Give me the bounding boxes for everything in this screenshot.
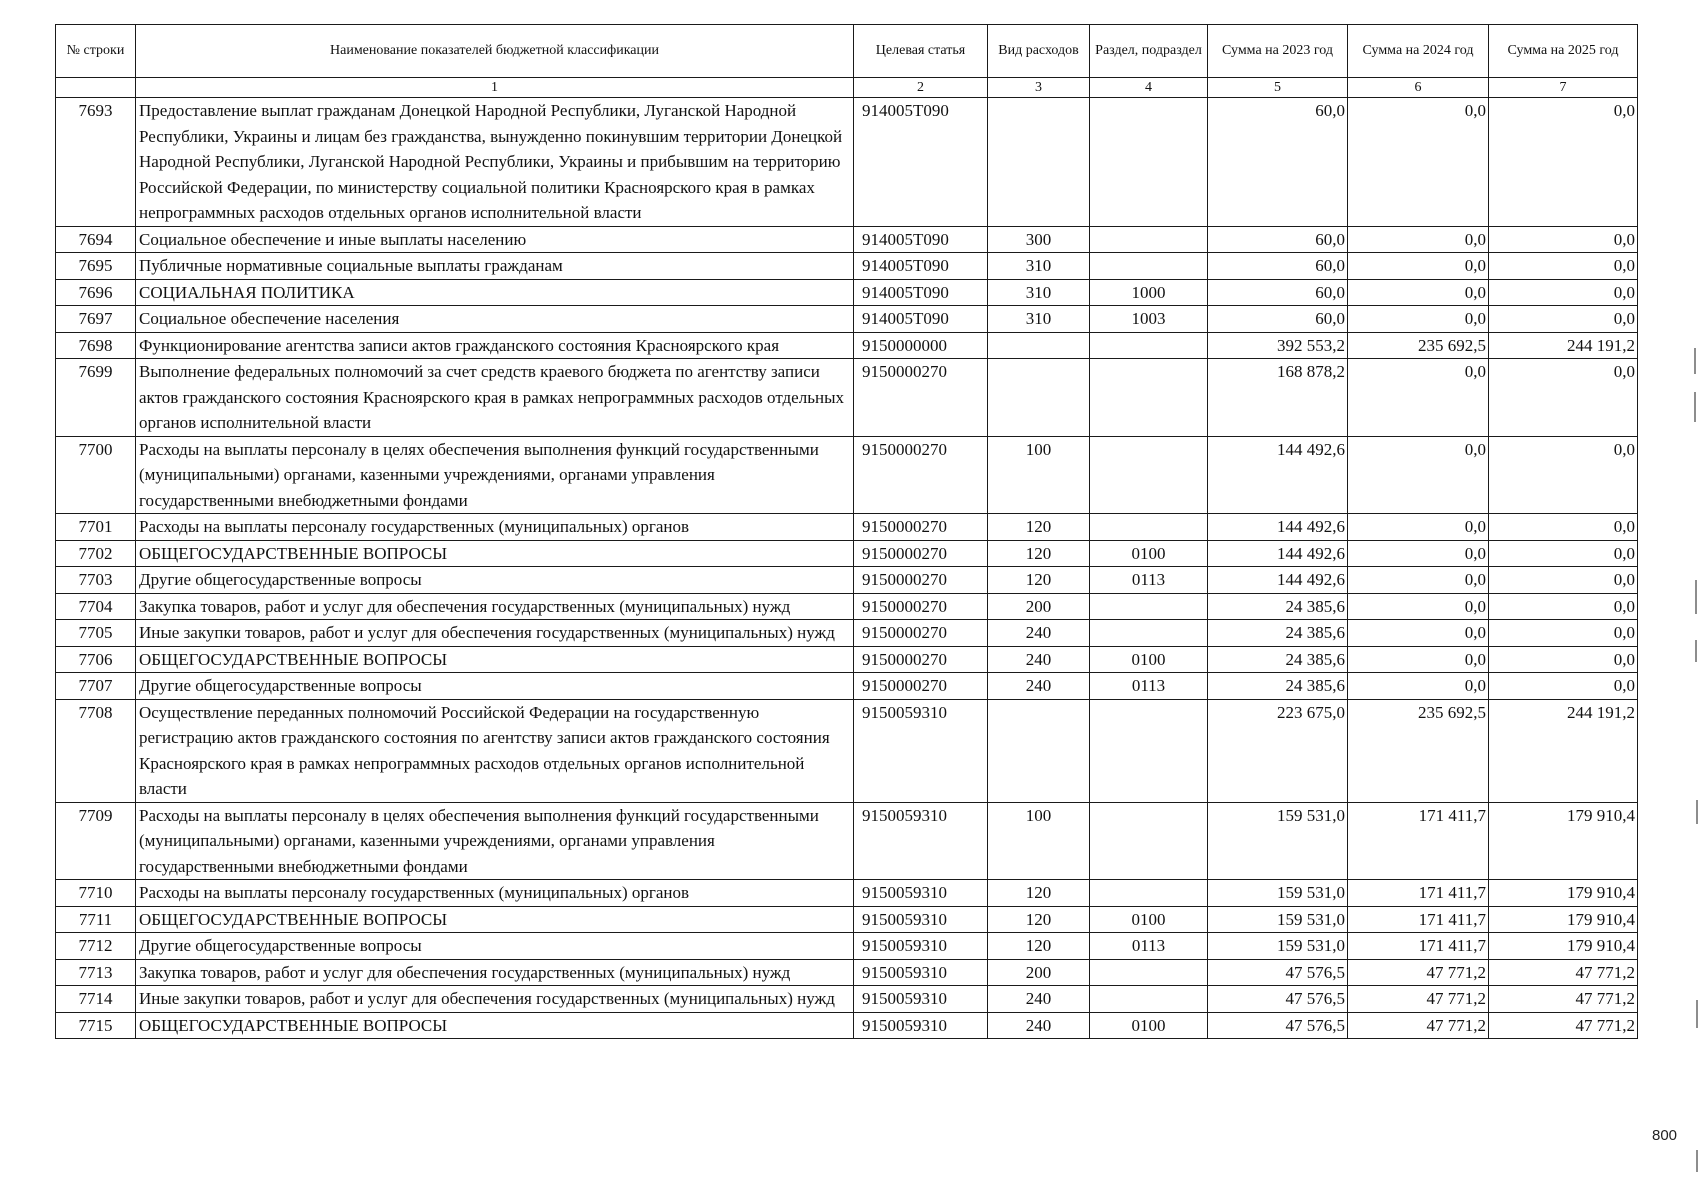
expense-kind-cell xyxy=(988,359,1090,437)
sum-2023-cell: 144 492,6 xyxy=(1208,514,1348,541)
sum-2025-cell: 179 910,4 xyxy=(1489,933,1638,960)
section-cell xyxy=(1090,593,1208,620)
indicator-name-cell: Закупка товаров, работ и услуг для обеспечения государственных (муниципальных) нужд xyxy=(136,959,854,986)
indicator-name-cell: Расходы на выплаты персоналу государственных (муниципальных) органов xyxy=(136,880,854,907)
sum-2025-cell: 0,0 xyxy=(1489,646,1638,673)
section-cell xyxy=(1090,699,1208,802)
indicator-name-cell: Расходы на выплаты персоналу государственных (муниципальных) органов xyxy=(136,514,854,541)
row-number-cell: 7701 xyxy=(56,514,136,541)
sum-2025-cell: 0,0 xyxy=(1489,98,1638,227)
sum-2024-cell: 0,0 xyxy=(1348,253,1489,280)
row-number-cell: 7696 xyxy=(56,279,136,306)
sum-2023-cell: 159 531,0 xyxy=(1208,880,1348,907)
indicator-name-cell: Публичные нормативные социальные выплаты гражданам xyxy=(136,253,854,280)
target-article-cell: 9150000270 xyxy=(854,540,988,567)
indicator-name-cell: Расходы на выплаты персоналу в целях обеспечения выполнения функций государственными (муниципальными) органами, казенными учреждениями, органами управления государственными внебюджетными фондами xyxy=(136,802,854,880)
table-row xyxy=(56,1012,1638,1039)
sum-2025-cell: 0,0 xyxy=(1489,359,1638,437)
sum-2023-cell: 144 492,6 xyxy=(1208,567,1348,594)
sum-2024-cell: 0,0 xyxy=(1348,567,1489,594)
target-article-cell: 9150000270 xyxy=(854,436,988,514)
sum-2023-cell: 60,0 xyxy=(1208,253,1348,280)
sum-2024-cell: 0,0 xyxy=(1348,593,1489,620)
expense-kind-cell: 310 xyxy=(988,253,1090,280)
sum-2024-cell: 171 411,7 xyxy=(1348,802,1489,880)
section-cell xyxy=(1090,332,1208,359)
column-number-cell xyxy=(56,78,136,98)
sum-2023-cell: 60,0 xyxy=(1208,98,1348,227)
header-sum-2024: Сумма на 2024 год xyxy=(1348,25,1489,78)
target-article-cell: 9150000270 xyxy=(854,673,988,700)
target-article-cell: 9150059310 xyxy=(854,986,988,1013)
section-cell: 1003 xyxy=(1090,306,1208,333)
table-row xyxy=(56,98,1638,227)
sum-2024-cell: 171 411,7 xyxy=(1348,906,1489,933)
section-cell xyxy=(1090,436,1208,514)
target-article-cell: 914005Т090 xyxy=(854,98,988,227)
section-cell: 1000 xyxy=(1090,279,1208,306)
sum-2025-cell: 47 771,2 xyxy=(1489,959,1638,986)
scan-edge-mark xyxy=(1695,580,1697,614)
sum-2024-cell: 0,0 xyxy=(1348,98,1489,227)
header-row-number: № строки xyxy=(56,25,136,78)
sum-2025-cell: 0,0 xyxy=(1489,436,1638,514)
sum-2023-cell: 159 531,0 xyxy=(1208,802,1348,880)
sum-2024-cell: 0,0 xyxy=(1348,279,1489,306)
row-number-cell: 7694 xyxy=(56,226,136,253)
target-article-cell: 9150000270 xyxy=(854,359,988,437)
indicator-name-cell: Осуществление переданных полномочий Российской Федерации на государственную регистрацию актов гражданского состояния по агентству записи актов гражданского состояния Красноярского края в рамках непрограммных расходов отдельных органов исполнительной власти xyxy=(136,699,854,802)
sum-2023-cell: 47 576,5 xyxy=(1208,959,1348,986)
target-article-cell: 9150059310 xyxy=(854,906,988,933)
sum-2023-cell: 159 531,0 xyxy=(1208,933,1348,960)
sum-2025-cell: 0,0 xyxy=(1489,567,1638,594)
sum-2024-cell: 47 771,2 xyxy=(1348,959,1489,986)
row-number-cell: 7697 xyxy=(56,306,136,333)
target-article-cell: 9150000000 xyxy=(854,332,988,359)
sum-2024-cell: 0,0 xyxy=(1348,646,1489,673)
target-article-cell: 914005Т090 xyxy=(854,226,988,253)
budget-table-sheet xyxy=(55,24,1637,1039)
sum-2024-cell: 171 411,7 xyxy=(1348,933,1489,960)
expense-kind-cell: 100 xyxy=(988,436,1090,514)
sum-2023-cell: 47 576,5 xyxy=(1208,986,1348,1013)
row-number-cell: 7707 xyxy=(56,673,136,700)
row-number-cell: 7699 xyxy=(56,359,136,437)
page-number: 800 xyxy=(1652,1127,1678,1144)
row-number-cell: 7695 xyxy=(56,253,136,280)
header-row xyxy=(56,25,1638,78)
table-row xyxy=(56,880,1638,907)
sum-2025-cell: 179 910,4 xyxy=(1489,880,1638,907)
expense-kind-cell: 310 xyxy=(988,279,1090,306)
sum-2025-cell: 47 771,2 xyxy=(1489,986,1638,1013)
indicator-name-cell: Другие общегосударственные вопросы xyxy=(136,673,854,700)
column-number-cell: 6 xyxy=(1348,78,1489,98)
sum-2025-cell: 0,0 xyxy=(1489,540,1638,567)
sum-2025-cell: 47 771,2 xyxy=(1489,1012,1638,1039)
expense-kind-cell: 120 xyxy=(988,567,1090,594)
table-row xyxy=(56,959,1638,986)
header-indicator-name: Наименование показателей бюджетной классификации xyxy=(136,25,854,78)
table-row xyxy=(56,253,1638,280)
section-cell: 0100 xyxy=(1090,1012,1208,1039)
sum-2023-cell: 392 553,2 xyxy=(1208,332,1348,359)
sum-2024-cell: 0,0 xyxy=(1348,359,1489,437)
indicator-name-cell: Предоставление выплат гражданам Донецкой Народной Республики, Луганской Народной Республики, Украины и лицам без гражданства, вынужденно покинувшим территории Донецкой Народной Республики, Луганской Народной Республики, Украины и прибывшим на территорию Российской Федерации, по министерству социальной политики Красноярского края в рамках непрограммных расходов отдельных органов исполнительной власти xyxy=(136,98,854,227)
table-row xyxy=(56,986,1638,1013)
sum-2024-cell: 0,0 xyxy=(1348,226,1489,253)
target-article-cell: 9150000270 xyxy=(854,620,988,647)
section-cell: 0100 xyxy=(1090,646,1208,673)
header-expense-kind: Вид расходов xyxy=(988,25,1090,78)
budget-classification-table xyxy=(55,24,1638,1039)
target-article-cell: 9150059310 xyxy=(854,959,988,986)
table-row xyxy=(56,279,1638,306)
indicator-name-cell: Функционирование агентства записи актов гражданского состояния Красноярского края xyxy=(136,332,854,359)
table-row xyxy=(56,673,1638,700)
sum-2024-cell: 0,0 xyxy=(1348,306,1489,333)
sum-2025-cell: 0,0 xyxy=(1489,620,1638,647)
sum-2025-cell: 244 191,2 xyxy=(1489,332,1638,359)
expense-kind-cell: 200 xyxy=(988,959,1090,986)
indicator-name-cell: Другие общегосударственные вопросы xyxy=(136,567,854,594)
header-section: Раздел, подраздел xyxy=(1090,25,1208,78)
table-row xyxy=(56,359,1638,437)
sum-2023-cell: 168 878,2 xyxy=(1208,359,1348,437)
table-row xyxy=(56,514,1638,541)
sum-2025-cell: 0,0 xyxy=(1489,514,1638,541)
table-row xyxy=(56,436,1638,514)
scan-edge-mark xyxy=(1696,1150,1698,1172)
expense-kind-cell xyxy=(988,699,1090,802)
indicator-name-cell: Иные закупки товаров, работ и услуг для обеспечения государственных (муниципальных) нужд xyxy=(136,986,854,1013)
target-article-cell: 9150000270 xyxy=(854,514,988,541)
scan-edge-mark xyxy=(1696,1000,1698,1028)
target-article-cell: 914005Т090 xyxy=(854,253,988,280)
expense-kind-cell: 240 xyxy=(988,1012,1090,1039)
expense-kind-cell: 310 xyxy=(988,306,1090,333)
column-number-row xyxy=(56,78,1638,98)
header-sum-2023: Сумма на 2023 год xyxy=(1208,25,1348,78)
header-sum-2025: Сумма на 2025 год xyxy=(1489,25,1638,78)
section-cell: 0100 xyxy=(1090,540,1208,567)
section-cell xyxy=(1090,359,1208,437)
row-number-cell: 7702 xyxy=(56,540,136,567)
expense-kind-cell: 200 xyxy=(988,593,1090,620)
expense-kind-cell: 100 xyxy=(988,802,1090,880)
table-row xyxy=(56,306,1638,333)
sum-2024-cell: 47 771,2 xyxy=(1348,986,1489,1013)
indicator-name-cell: Расходы на выплаты персоналу в целях обеспечения выполнения функций государственными (муниципальными) органами, казенными учреждениями, органами управления государственными внебюджетными фондами xyxy=(136,436,854,514)
target-article-cell: 9150059310 xyxy=(854,880,988,907)
sum-2025-cell: 0,0 xyxy=(1489,253,1638,280)
row-number-cell: 7713 xyxy=(56,959,136,986)
indicator-name-cell: Другие общегосударственные вопросы xyxy=(136,933,854,960)
indicator-name-cell: Закупка товаров, работ и услуг для обеспечения государственных (муниципальных) нужд xyxy=(136,593,854,620)
expense-kind-cell: 120 xyxy=(988,514,1090,541)
table-row xyxy=(56,802,1638,880)
section-cell xyxy=(1090,253,1208,280)
sum-2025-cell: 0,0 xyxy=(1489,279,1638,306)
table-row xyxy=(56,620,1638,647)
section-cell xyxy=(1090,98,1208,227)
row-number-cell: 7705 xyxy=(56,620,136,647)
sum-2024-cell: 235 692,5 xyxy=(1348,699,1489,802)
row-number-cell: 7715 xyxy=(56,1012,136,1039)
scan-edge-mark xyxy=(1695,640,1697,662)
row-number-cell: 7712 xyxy=(56,933,136,960)
section-cell: 0113 xyxy=(1090,567,1208,594)
sum-2024-cell: 235 692,5 xyxy=(1348,332,1489,359)
table-row xyxy=(56,933,1638,960)
target-article-cell: 9150000270 xyxy=(854,593,988,620)
expense-kind-cell: 300 xyxy=(988,226,1090,253)
sum-2024-cell: 0,0 xyxy=(1348,620,1489,647)
table-row xyxy=(56,646,1638,673)
column-number-cell: 2 xyxy=(854,78,988,98)
sum-2023-cell: 24 385,6 xyxy=(1208,620,1348,647)
row-number-cell: 7704 xyxy=(56,593,136,620)
section-cell xyxy=(1090,802,1208,880)
table-row xyxy=(56,567,1638,594)
sum-2025-cell: 179 910,4 xyxy=(1489,906,1638,933)
expense-kind-cell xyxy=(988,332,1090,359)
row-number-cell: 7714 xyxy=(56,986,136,1013)
expense-kind-cell: 240 xyxy=(988,986,1090,1013)
row-number-cell: 7698 xyxy=(56,332,136,359)
expense-kind-cell: 120 xyxy=(988,880,1090,907)
sum-2025-cell: 0,0 xyxy=(1489,593,1638,620)
expense-kind-cell xyxy=(988,98,1090,227)
indicator-name-cell: СОЦИАЛЬНАЯ ПОЛИТИКА xyxy=(136,279,854,306)
indicator-name-cell: Выполнение федеральных полномочий за счет средств краевого бюджета по агентству записи актов гражданского состояния Красноярского края в рамках непрограммных расходов отдельных органов исполнительной власти xyxy=(136,359,854,437)
sum-2024-cell: 0,0 xyxy=(1348,436,1489,514)
section-cell xyxy=(1090,514,1208,541)
sum-2023-cell: 24 385,6 xyxy=(1208,646,1348,673)
scan-edge-mark xyxy=(1696,800,1698,824)
table-row xyxy=(56,226,1638,253)
expense-kind-cell: 120 xyxy=(988,906,1090,933)
section-cell xyxy=(1090,959,1208,986)
sum-2023-cell: 60,0 xyxy=(1208,306,1348,333)
sum-2023-cell: 144 492,6 xyxy=(1208,436,1348,514)
row-number-cell: 7693 xyxy=(56,98,136,227)
row-number-cell: 7703 xyxy=(56,567,136,594)
target-article-cell: 9150000270 xyxy=(854,567,988,594)
sum-2023-cell: 24 385,6 xyxy=(1208,593,1348,620)
column-number-cell: 1 xyxy=(136,78,854,98)
sum-2025-cell: 244 191,2 xyxy=(1489,699,1638,802)
sum-2025-cell: 0,0 xyxy=(1489,226,1638,253)
table-body xyxy=(56,98,1638,1039)
target-article-cell: 914005Т090 xyxy=(854,306,988,333)
target-article-cell: 9150059310 xyxy=(854,933,988,960)
row-number-cell: 7706 xyxy=(56,646,136,673)
section-cell xyxy=(1090,226,1208,253)
sum-2023-cell: 47 576,5 xyxy=(1208,1012,1348,1039)
sum-2025-cell: 0,0 xyxy=(1489,306,1638,333)
indicator-name-cell: ОБЩЕГОСУДАРСТВЕННЫЕ ВОПРОСЫ xyxy=(136,906,854,933)
section-cell xyxy=(1090,880,1208,907)
indicator-name-cell: ОБЩЕГОСУДАРСТВЕННЫЕ ВОПРОСЫ xyxy=(136,1012,854,1039)
table-row xyxy=(56,906,1638,933)
sum-2024-cell: 0,0 xyxy=(1348,673,1489,700)
table-row xyxy=(56,699,1638,802)
expense-kind-cell: 120 xyxy=(988,540,1090,567)
sum-2023-cell: 60,0 xyxy=(1208,226,1348,253)
sum-2023-cell: 24 385,6 xyxy=(1208,673,1348,700)
sum-2023-cell: 159 531,0 xyxy=(1208,906,1348,933)
row-number-cell: 7710 xyxy=(56,880,136,907)
column-number-cell: 7 xyxy=(1489,78,1638,98)
target-article-cell: 9150059310 xyxy=(854,1012,988,1039)
target-article-cell: 914005Т090 xyxy=(854,279,988,306)
column-number-cell: 3 xyxy=(988,78,1090,98)
row-number-cell: 7711 xyxy=(56,906,136,933)
target-article-cell: 9150059310 xyxy=(854,699,988,802)
table-row xyxy=(56,540,1638,567)
scan-edge-mark xyxy=(1694,348,1696,374)
header-target-article: Целевая статья xyxy=(854,25,988,78)
indicator-name-cell: Иные закупки товаров, работ и услуг для обеспечения государственных (муниципальных) нужд xyxy=(136,620,854,647)
indicator-name-cell: ОБЩЕГОСУДАРСТВЕННЫЕ ВОПРОСЫ xyxy=(136,540,854,567)
indicator-name-cell: Социальное обеспечение населения xyxy=(136,306,854,333)
section-cell: 0113 xyxy=(1090,673,1208,700)
sum-2023-cell: 144 492,6 xyxy=(1208,540,1348,567)
section-cell xyxy=(1090,986,1208,1013)
column-number-cell: 4 xyxy=(1090,78,1208,98)
indicator-name-cell: Социальное обеспечение и иные выплаты населению xyxy=(136,226,854,253)
sum-2024-cell: 0,0 xyxy=(1348,540,1489,567)
sum-2024-cell: 171 411,7 xyxy=(1348,880,1489,907)
section-cell xyxy=(1090,620,1208,647)
target-article-cell: 9150000270 xyxy=(854,646,988,673)
section-cell: 0100 xyxy=(1090,906,1208,933)
section-cell: 0113 xyxy=(1090,933,1208,960)
indicator-name-cell: ОБЩЕГОСУДАРСТВЕННЫЕ ВОПРОСЫ xyxy=(136,646,854,673)
target-article-cell: 9150059310 xyxy=(854,802,988,880)
expense-kind-cell: 240 xyxy=(988,646,1090,673)
column-number-cell: 5 xyxy=(1208,78,1348,98)
table-row xyxy=(56,593,1638,620)
sum-2024-cell: 0,0 xyxy=(1348,514,1489,541)
row-number-cell: 7700 xyxy=(56,436,136,514)
expense-kind-cell: 240 xyxy=(988,673,1090,700)
expense-kind-cell: 120 xyxy=(988,933,1090,960)
sum-2023-cell: 60,0 xyxy=(1208,279,1348,306)
sum-2023-cell: 223 675,0 xyxy=(1208,699,1348,802)
sum-2025-cell: 0,0 xyxy=(1489,673,1638,700)
row-number-cell: 7709 xyxy=(56,802,136,880)
expense-kind-cell: 240 xyxy=(988,620,1090,647)
table-row xyxy=(56,332,1638,359)
sum-2024-cell: 47 771,2 xyxy=(1348,1012,1489,1039)
row-number-cell: 7708 xyxy=(56,699,136,802)
sum-2025-cell: 179 910,4 xyxy=(1489,802,1638,880)
scan-edge-mark xyxy=(1694,392,1696,422)
